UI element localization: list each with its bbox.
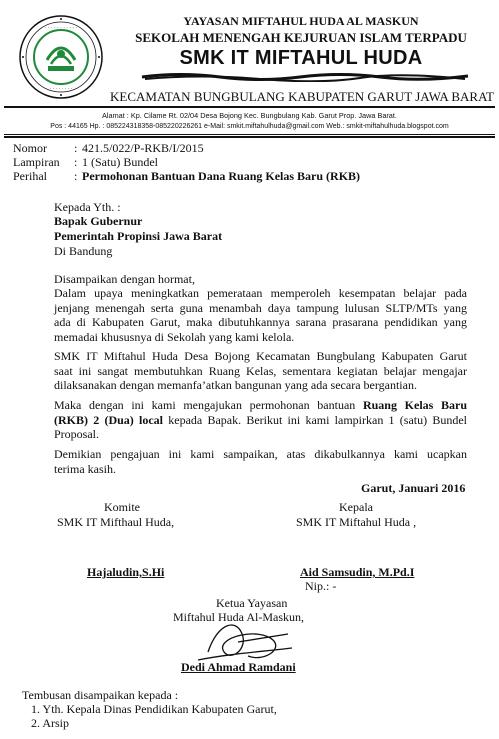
redacted-line <box>140 71 470 82</box>
header-rule-thin <box>4 134 495 135</box>
nomor-value: 421.5/022/P-RKB/I/2015 <box>82 141 204 155</box>
right-sign-org: SMK IT Miftahul Huda , <box>296 515 417 529</box>
center-sign-org: Miftahul Huda Al-Maskun, <box>173 610 304 624</box>
paragraph-3-line: Proposal. <box>54 427 99 442</box>
right-sign-title: Kepala <box>339 500 373 514</box>
recipient-office: Pemerintah Propinsi Jawa Barat <box>54 229 223 243</box>
greeting: Disampaikan dengan hormat, <box>54 272 195 286</box>
cc-item: 2. Arsip <box>31 716 70 730</box>
school-name: SMK IT MIFTAHUL HUDA <box>179 47 423 69</box>
perihal-colon: : <box>74 169 78 183</box>
school-type: SEKOLAH MENENGAH KEJURUAN ISLAM TERPADU <box>135 30 467 45</box>
svg-text:· · · · · · · · · · ·: · · · · · · · · · · · <box>44 25 78 31</box>
paragraph-4-line: Demikian pengajuan ini kami sampaikan, atas dikabulkannya kami ucapkan <box>54 447 467 461</box>
center-sign-title: Ketua Yayasan <box>216 596 288 610</box>
paragraph-3-text: kepada Bapak. Berikut ini kami lampirkan 1 (satu) Bundel <box>168 412 468 427</box>
paragraph-1-line: Dalam upaya meningkatkan pemerataan memperoleh kesempatan belajar pada <box>54 286 467 300</box>
lampiran-value: 1 (Satu) Bundel <box>82 155 158 169</box>
left-sign-title: Komite <box>104 500 140 514</box>
paragraph-2-line: SMK IT Miftahul Huda Desa Bojong Kecamatan Bungbulang Kabupaten Garut <box>54 349 467 363</box>
paragraph-3-text: Maka dengan ini kami mengajukan permohonan bantuan <box>54 398 356 412</box>
paragraph-2 <box>54 349 467 393</box>
recipient-kepada: Kepada Yth. : <box>54 200 121 214</box>
header-rule <box>4 106 495 108</box>
recipient-city: Di Bandung <box>54 244 113 258</box>
paragraph-3-bold: (RKB) 2 (Dua) local <box>54 412 164 427</box>
paragraph-3-bold: Ruang Kelas Baru <box>362 398 467 412</box>
perihal-label: Perihal <box>13 169 47 183</box>
place-date: Garut, Januari 2016 <box>361 481 466 495</box>
lampiran-colon: : <box>74 155 78 169</box>
header-rule-thick <box>4 136 495 138</box>
lampiran-label: Lampiran <box>13 155 60 169</box>
nomor-colon: : <box>74 141 78 155</box>
right-sign-name: Aid Samsudin, M.Pd.I <box>300 565 415 579</box>
center-sign-name: Dedi Ahmad Ramdani <box>181 660 296 674</box>
left-sign-org: SMK IT Mifthaul Huda, <box>57 515 175 529</box>
svg-text:· · · · · · · ·: · · · · · · · · <box>49 86 73 92</box>
paragraph-1-line: memadai khususnya di Sekolah yang kami kelola. <box>54 329 295 344</box>
paragraph-4-line: terima kasih. <box>54 461 116 476</box>
left-sign-name: Hajaludin,S.Hi <box>87 565 165 579</box>
nomor-label: Nomor <box>13 141 47 155</box>
paragraph-1 <box>54 286 467 344</box>
right-sign-nip: Nip.: - <box>305 579 337 593</box>
cc-heading: Tembusan disampaikan kepada : <box>22 688 179 702</box>
cc-item: 1. Yth. Kepala Dinas Pendidikan Kabupaten Garut, <box>31 702 277 716</box>
paragraph-1-line: ada di Kabupaten Garut, maka dibutuhkannya sarana prasarana pendidikan yang <box>54 315 467 330</box>
paragraph-2-line: dilaksanakan dengan memanfa’atkan bangunan yang ada secara bergantian. <box>54 378 417 393</box>
school-logo <box>18 14 104 100</box>
paragraph-3-line <box>54 413 467 428</box>
perihal-value: Permohonan Bantuan Dana Ruang Kelas Baru (RKB) <box>82 169 361 183</box>
address-line: Alamat : Kp. Cilame Rt. 02/04 Desa Bojong Kec. Bungbulang Kab. Garut Prop. Jawa Barat. <box>102 111 397 120</box>
paragraph-2-line: saat ini sangat membutuhkan Ruang Kelas, sementara kegiatan belajar mengajar <box>54 363 467 378</box>
recipient-name: Bapak Gubernur <box>54 214 143 228</box>
paragraph-3-line <box>54 398 467 413</box>
paragraph-1-line: jenjang menengah serta guna menambah daya tampung lulusan SLTP/MTs yang <box>54 300 467 315</box>
foundation-name: YAYASAN MIFTAHUL HUDA AL MASKUN <box>183 14 419 28</box>
paragraph-3 <box>54 398 467 442</box>
contact-line: Pos : 44165 Hp. : 085224318358-085220226261 e-Mail: smkit.miftahulhuda@gmail.com Web.: smkit-miftahulhuda.blogspot.com <box>50 123 449 130</box>
district-line: KECAMATAN BUNGBULANG KABUPATEN GARUT JAWA BARAT <box>110 89 494 104</box>
paragraph-4 <box>54 447 467 476</box>
